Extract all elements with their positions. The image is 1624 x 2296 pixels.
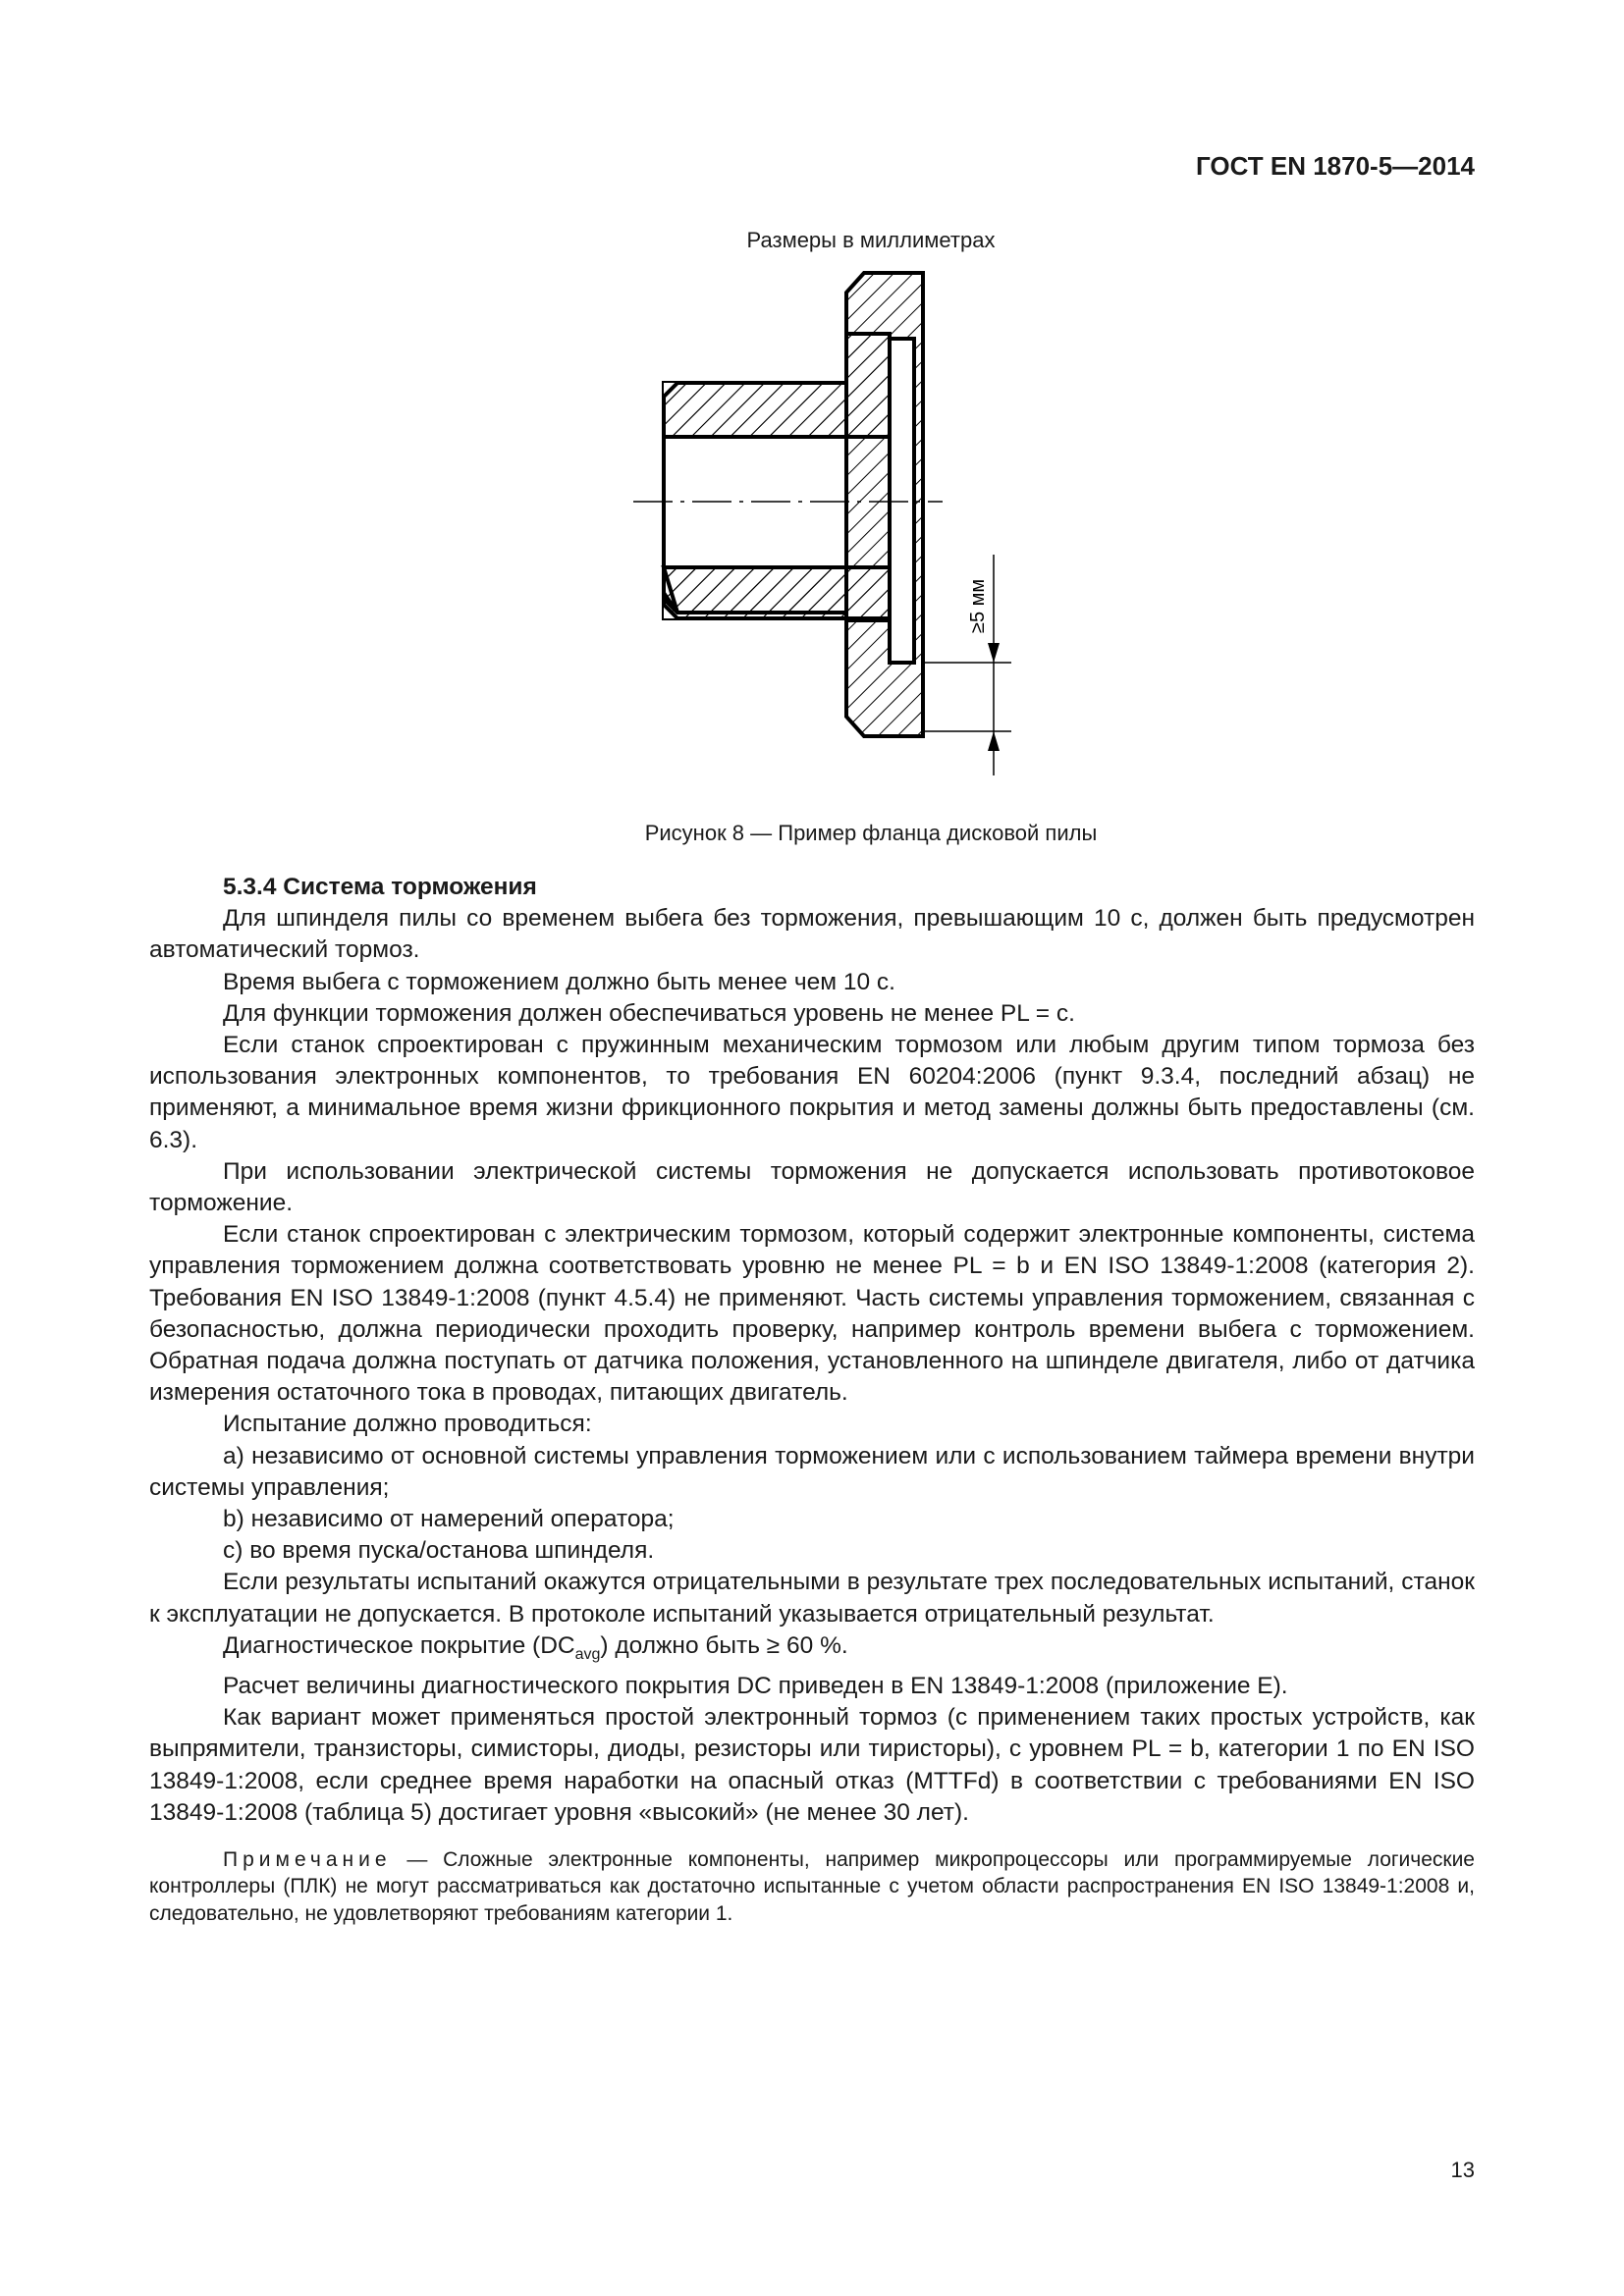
dc-text-end: ) должно быть ≥ 60 %. xyxy=(600,1631,848,1659)
paragraph: Если результаты испытаний окажутся отрицательными в результате трех последовательных испытаний, станок к эксплуатации не допускается. В протоколе испытаний указывается отрицательный результат. xyxy=(149,1569,1475,1628)
standard-header: ГОСТ EN 1870-5—2014 xyxy=(1196,151,1475,181)
list-item: b) независимо от намерений оператора; xyxy=(223,1506,675,1533)
note-label: Примечание xyxy=(223,1847,392,1871)
paragraph: Если станок спроектирован с пружинным механическим тормозом или любым другим типом тормоза без использования электронных компонентов, то требования EN 60204:2006 (пункт 9.3.4, последний абзац) не применяют, а минимальное время жизни фрикционного покрытия и метод замены должны быть предоставлены (см. 6.3). xyxy=(149,1032,1475,1153)
paragraph: Для шпинделя пилы со временем выбега без торможения, превышающим 10 с, должен быть предусмотрен автоматический тормоз. xyxy=(149,905,1475,964)
list-item: а) независимо от основной системы управления торможением или с использованием таймера времени внутри системы управления; xyxy=(149,1442,1475,1501)
dimension-label: ≥5 мм xyxy=(967,578,989,633)
dc-subscript: avg xyxy=(574,1645,601,1663)
paragraph: Расчет величины диагностического покрытия DC приведен в EN 13849-1:2008 (приложение Е). xyxy=(223,1672,1288,1699)
page-number: 13 xyxy=(1450,2158,1475,2182)
flange-drawing xyxy=(609,257,1031,792)
list-item: с) во время пуска/останова шпинделя. xyxy=(223,1537,655,1565)
dc-text-start: Диагностическое покрытие (DC xyxy=(223,1631,575,1659)
note xyxy=(149,1846,1475,1928)
section-body xyxy=(149,872,1475,1948)
flange-recess xyxy=(890,339,914,663)
paragraph: Испытание должно проводиться: xyxy=(223,1411,592,1438)
figure-caption: Рисунок 8 — Пример фланца дисковой пилы xyxy=(644,821,1098,845)
dimension-arrow-bottom xyxy=(988,731,1000,751)
paragraph: Как вариант может применяться простой электронный тормоз (с применением таких простых устройств, как выпрямители, транзисторы, симисторы, диоды, резисторы или тиристоры), с уровнем PL = b, категории 1 по EN ISO 13849-1:2008, если среднее время наработки на опасный отказ (MTTFd) в соответствии с требованиями EN ISO 13849-1:2008 (таблица 5) достигает уровня «высокий» (не менее 30 лет). xyxy=(149,1704,1475,1826)
paragraph-dc xyxy=(149,1630,1475,1671)
paragraph: При использовании электрической системы торможения не допускается использовать противотоковое торможение. xyxy=(149,1157,1475,1217)
paragraph: Для функции торможения должен обеспечиваться уровень не менее PL = с. xyxy=(223,999,1075,1027)
note-text: — Сложные электронные компоненты, например микропроцессоры или программируемые логические контроллеры (ПЛК) не могут рассматриваться как достаточно испытанные с учетом области распространения EN ISO 13849-1:2008 и, следовательно, не удовлетворяют требованиям категории 1. xyxy=(149,1847,1475,1925)
dimension-arrow-top xyxy=(988,643,1000,663)
paragraph: Время выбега с торможением должно быть менее чем 10 с. xyxy=(223,968,895,995)
section-heading: 5.3.4 Система торможения xyxy=(223,874,537,900)
paragraph: Если станок спроектирован с электрическим тормозом, который содержит электронные компоненты, система управления торможением должна соответствовать уровню не менее PL = b и EN ISO 13849-1:2008 (категория 2). Требования EN ISO 13849-1:2008 (пункт 4.5.4) не применяют. Часть системы управления торможением, связанная с безопасностью, должна периодически проходить проверку, например контроль времени выбега с торможением. Обратная подача должна поступать от датчика положения, установленного на шпинделе двигателя, либо от датчика измерения остаточного тока в проводах, питающих двигатель. xyxy=(149,1221,1475,1407)
dimensions-note: Размеры в миллиметрах xyxy=(746,228,996,252)
